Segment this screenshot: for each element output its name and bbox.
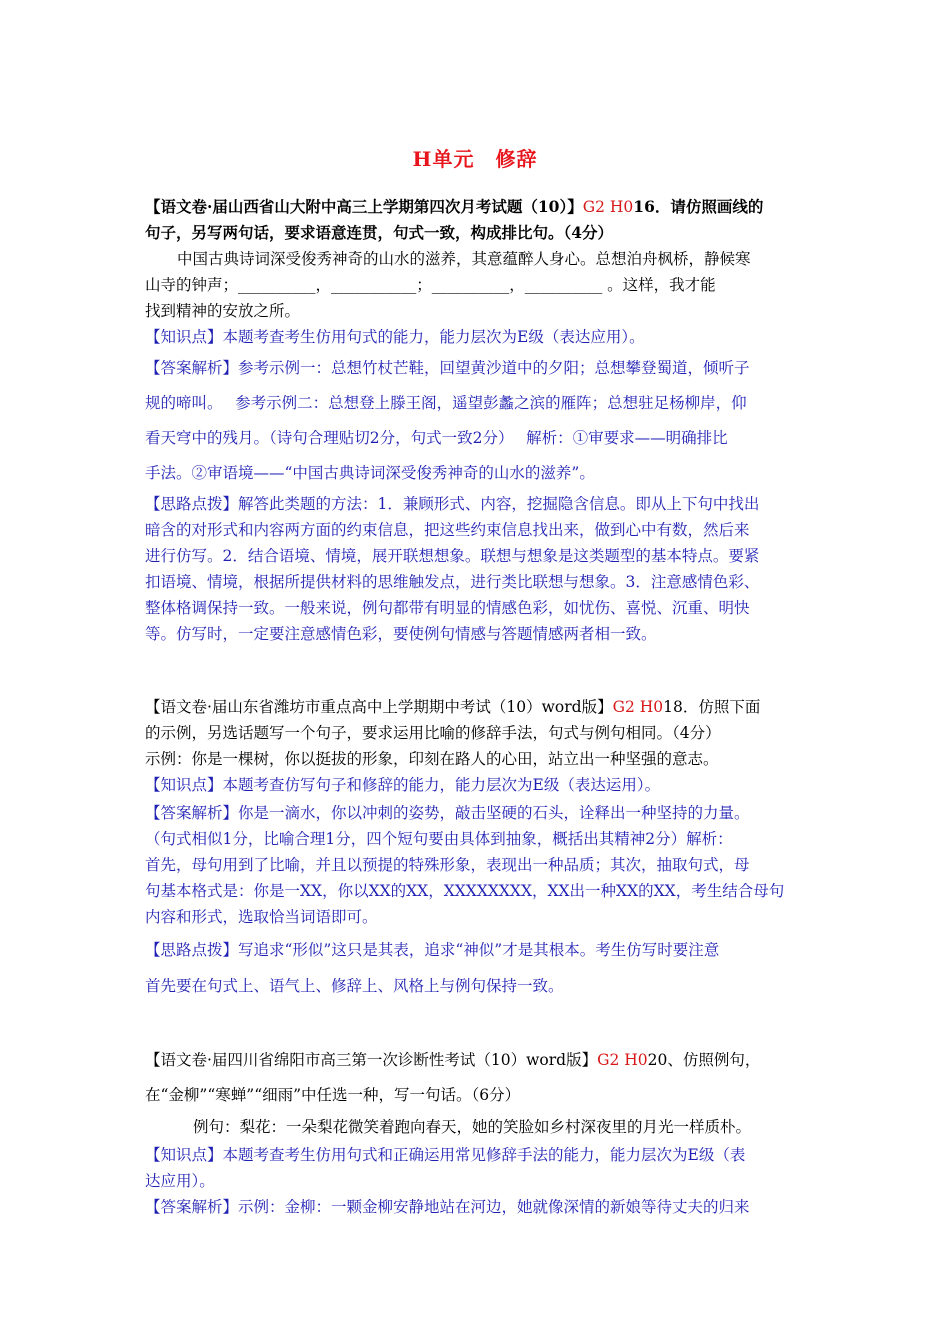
question-1-text-end: 找到精神的安放之所。	[145, 302, 301, 320]
question-1-answer-line: 手法。②审语境——“中国古典诗词深受俊秀神奇的山水的滋养”。	[145, 464, 595, 482]
question-2-header	[145, 694, 807, 720]
question-3-example: 例句：梨花：一朵梨花微笑着跑向春天，她的笑脸如乡村深夜里的月光一样质朴。	[193, 1118, 752, 1136]
question-1	[145, 194, 807, 647]
question-1-tip-line: 【思路点拨】解答此类题的方法：1．兼顾形式、内容，挖掘隐含信息。即从上下句中找出	[145, 495, 760, 513]
question-2-source: 【语文卷·届山东省潍坊市重点高中上学期期中考试（10）word版】	[145, 698, 613, 716]
question-1-header	[145, 194, 807, 220]
question-3-header	[145, 1043, 807, 1078]
question-1-text: 中国古典诗词深受俊秀神奇的山水的滋养，其意蕴醉人身心。总想泊舟枫桥，静候寒	[177, 250, 751, 268]
question-1-answer-line: 看天穹中的残月。（诗句合理贴切2分，句式一致2分） 解析：①审要求——明确排比	[145, 429, 728, 447]
question-3	[145, 1043, 807, 1220]
question-3-source: 【语文卷·届四川省绵阳市高三第一次诊断性考试（10）word版】	[145, 1051, 598, 1069]
question-1-tip-line: 扣语境、情境，根据所提供材料的思维触发点，进行类比联想与想象。3．注意感情色彩、	[145, 573, 760, 591]
question-3-prompt: 20、仿照例句，	[647, 1051, 761, 1069]
question-2-knowledge: 【知识点】本题考查仿写句子和修辞的能力，能力层次为E级（表达运用）。	[145, 776, 661, 794]
question-2-answer-line: 首先，母句用到了比喻，并且以预提的特殊形象，表现出一种品质；其次，抽取句式，母	[145, 856, 750, 874]
question-1-prompt: 16．请仿照画线的	[633, 197, 764, 216]
question-3-knowledge-cont: 达应用）。	[145, 1172, 215, 1190]
question-1-tip-line: 暗含的对形式和内容两方面的约束信息，把这些约束信息找出来，做到心中有数，然后来	[145, 521, 750, 539]
question-1-blanks: 山寺的钟声；__________，___________；__________，__________ 。这样，我才能	[145, 276, 716, 294]
question-1-prompt-cont: 句子，另写两句话，要求语意连贯，句式一致，构成排比句。（4分）	[145, 223, 614, 242]
page-title: H单元 修辞	[412, 147, 538, 171]
question-1-tip-line: 整体格调保持一致。一般来说，例句都带有明显的情感色彩，如忧伤、喜悦、沉重、明快	[145, 599, 750, 617]
question-3-answer-line: 【答案解析】示例：金柳：一颗金柳安静地站在河边，她就像深情的新娘等待丈夫的归来	[145, 1198, 750, 1216]
question-1-tip-line: 等。仿写时，一定要注意感情色彩，要使例句情感与答题情感两者相一致。	[145, 625, 657, 643]
question-1-answer-line: 【答案解析】参考示例一：总想竹杖芒鞋，回望黄沙道中的夕阳；总想攀登蜀道，倾听子	[145, 359, 750, 377]
question-2-answer-line: 内容和形式，选取恰当词语即可。	[145, 908, 378, 926]
question-2-answer-line: 句基本格式是：你是一XX，你以XX的XX，XXXXXXXX，XX出一种XX的XX，考生结合母句	[145, 882, 785, 900]
question-2-code: G2 H0	[612, 698, 664, 716]
question-2	[145, 694, 807, 1004]
question-3-prompt-cont: 在“金柳”“寒蝉”“细雨”中任选一种，写一句话。（6分）	[145, 1086, 521, 1104]
question-1-knowledge: 【知识点】本题考查考生仿用句式的能力，能力层次为E级（表达应用）。	[145, 328, 645, 346]
question-1-answer-line: 规的啼叫。 参考示例二：总想登上滕王阁，遥望彭蠡之滨的雁阵；总想驻足杨柳岸，仰	[145, 394, 747, 412]
question-2-answer-line: 【答案解析】你是一滴水，你以冲刺的姿势，敲击坚硬的石头，诠释出一种坚持的力量。	[145, 804, 750, 822]
question-2-tip-line: 【思路点拨】写追求“形似”这只是其表，追求“神似”才是其根本。考生仿写时要注意	[145, 941, 720, 959]
question-1-tip-line: 进行仿写。2．结合语境、情境，展开联想想象。联想与想象是这类题型的基本特点。要紧	[145, 547, 760, 565]
question-3-code: G2 H0	[597, 1051, 648, 1069]
question-3-knowledge: 【知识点】本题考查考生仿用句式和正确运用常见修辞手法的能力，能力层次为E级（表	[145, 1146, 746, 1164]
question-2-tip-line: 首先要在句式上、语气上、修辞上、风格上与例句保持一致。	[145, 977, 564, 995]
question-2-example: 示例：你是一棵树，你以挺拔的形象，印刻在路人的心田，站立出一种坚强的意志。	[145, 750, 719, 768]
question-2-answer-line: （句式相似1分，比喻合理1分，四个短句要由具体到抽象，概括出其精神2分）解析：	[145, 830, 733, 848]
question-1-source: 【语文卷·届山西省山大附中高三上学期第四次月考试题（10）】	[145, 197, 583, 216]
question-2-prompt: 18．仿照下面	[663, 698, 761, 716]
question-1-code: G2 H0	[582, 198, 634, 216]
question-2-prompt-cont: 的示例，另选话题写一个句子，要求运用比喻的修辞手法，句式与例句相同。（4分）	[145, 724, 721, 742]
